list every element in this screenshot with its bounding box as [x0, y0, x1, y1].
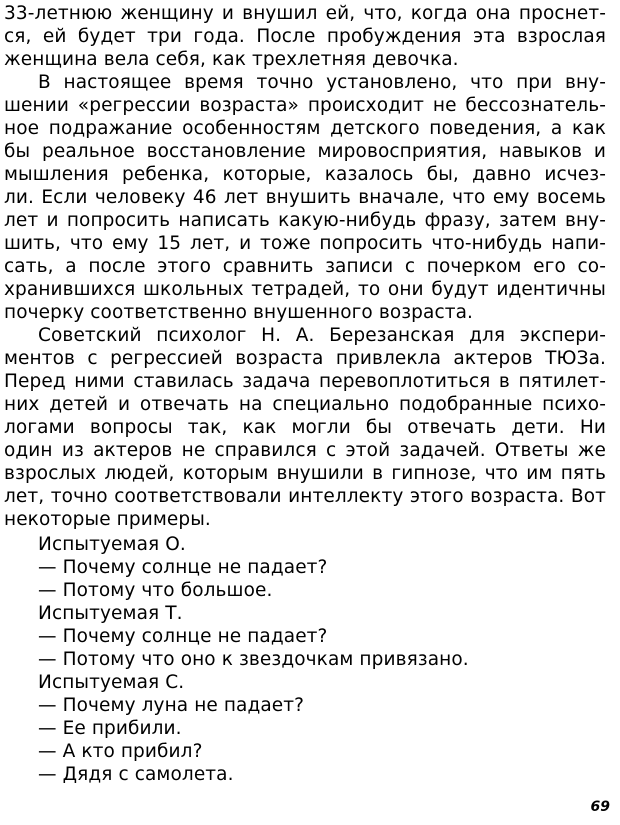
- dialogue-line: — Почему солнце не падает?: [38, 557, 328, 578]
- text-line: некоторые примеры.: [4, 509, 211, 530]
- dialogue-line: — А кто прибил?: [38, 741, 203, 762]
- page-number: 69: [590, 799, 610, 815]
- dialogue-line: — Почему луна не падает?: [38, 695, 305, 716]
- text-line: них детей и отвечать на специально подобранные психо-: [4, 394, 606, 415]
- text-line: Советский психолог Н. А. Березанская для экспери-: [38, 325, 606, 346]
- text-line: В настоящее время точно установлено, что при вну-: [38, 72, 606, 93]
- dialogue-subject: Испытуемая С.: [38, 672, 185, 693]
- text-line: логами вопросы так, как могли бы отвечать дети. Ни: [4, 417, 606, 438]
- text-line: ся, ей будет три года. После пробуждения эта взрослая: [4, 26, 606, 47]
- text-line: взрослых людей, которым внушили в гипнозе, что им пять: [4, 463, 606, 484]
- dialogue-line: — Дядя с самолета.: [38, 764, 234, 785]
- dialogue-line: — Почему солнце не падает?: [38, 626, 328, 647]
- text-line: лет, точно соответствовали интеллекту этого возраста. Вот: [4, 486, 606, 507]
- text-line: лет и попросить написать какую-нибудь фразу, затем вну-: [4, 210, 606, 231]
- text-line: ли. Если человеку 46 лет внушить вначале, что ему восемь: [4, 187, 606, 208]
- text-line: шить, что ему 15 лет, и тоже попросить что-нибудь напи-: [4, 233, 606, 254]
- text-line: мышления ребенка, которые, казалось бы, давно исчез-: [4, 164, 606, 185]
- dialogue-line: — Потому что большое.: [38, 580, 273, 601]
- text-line: женщина вела себя, как трехлетняя девочка.: [4, 49, 459, 70]
- dialogue-subject: Испытуемая Т.: [38, 603, 183, 624]
- dialogue-line: — Ее прибили.: [38, 718, 182, 739]
- text-line: Перед ними ставилась задача перевоплотиться в пятилет-: [4, 371, 606, 392]
- text-line: ментов с регрессией возраста привлекла актеров ТЮЗа.: [4, 348, 606, 369]
- text-line: шении «регрессии возраста» происходит не бессознатель-: [4, 95, 606, 116]
- text-line: сать, а после этого сравнить записи с почерком его со-: [4, 256, 606, 277]
- text-line: один из актеров не справился с этой задачей. Ответы же: [4, 440, 606, 461]
- dialogue-line: — Потому что оно к звездочкам привязано.: [38, 649, 469, 670]
- text-line: почерку соответственно внушенного возраста.: [4, 302, 474, 323]
- dialogue-subject: Испытуемая О.: [38, 534, 186, 555]
- text-line: 33-летнюю женщину и внушил ей, что, когда она проснет-: [4, 3, 606, 24]
- text-line: бы реальное восстановление мировосприятия, навыков и: [4, 141, 606, 162]
- text-line: ное подражание особенностям детского поведения, а как: [4, 118, 606, 139]
- text-line: хранившихся школьных тетрадей, то они будут идентичны: [4, 279, 606, 300]
